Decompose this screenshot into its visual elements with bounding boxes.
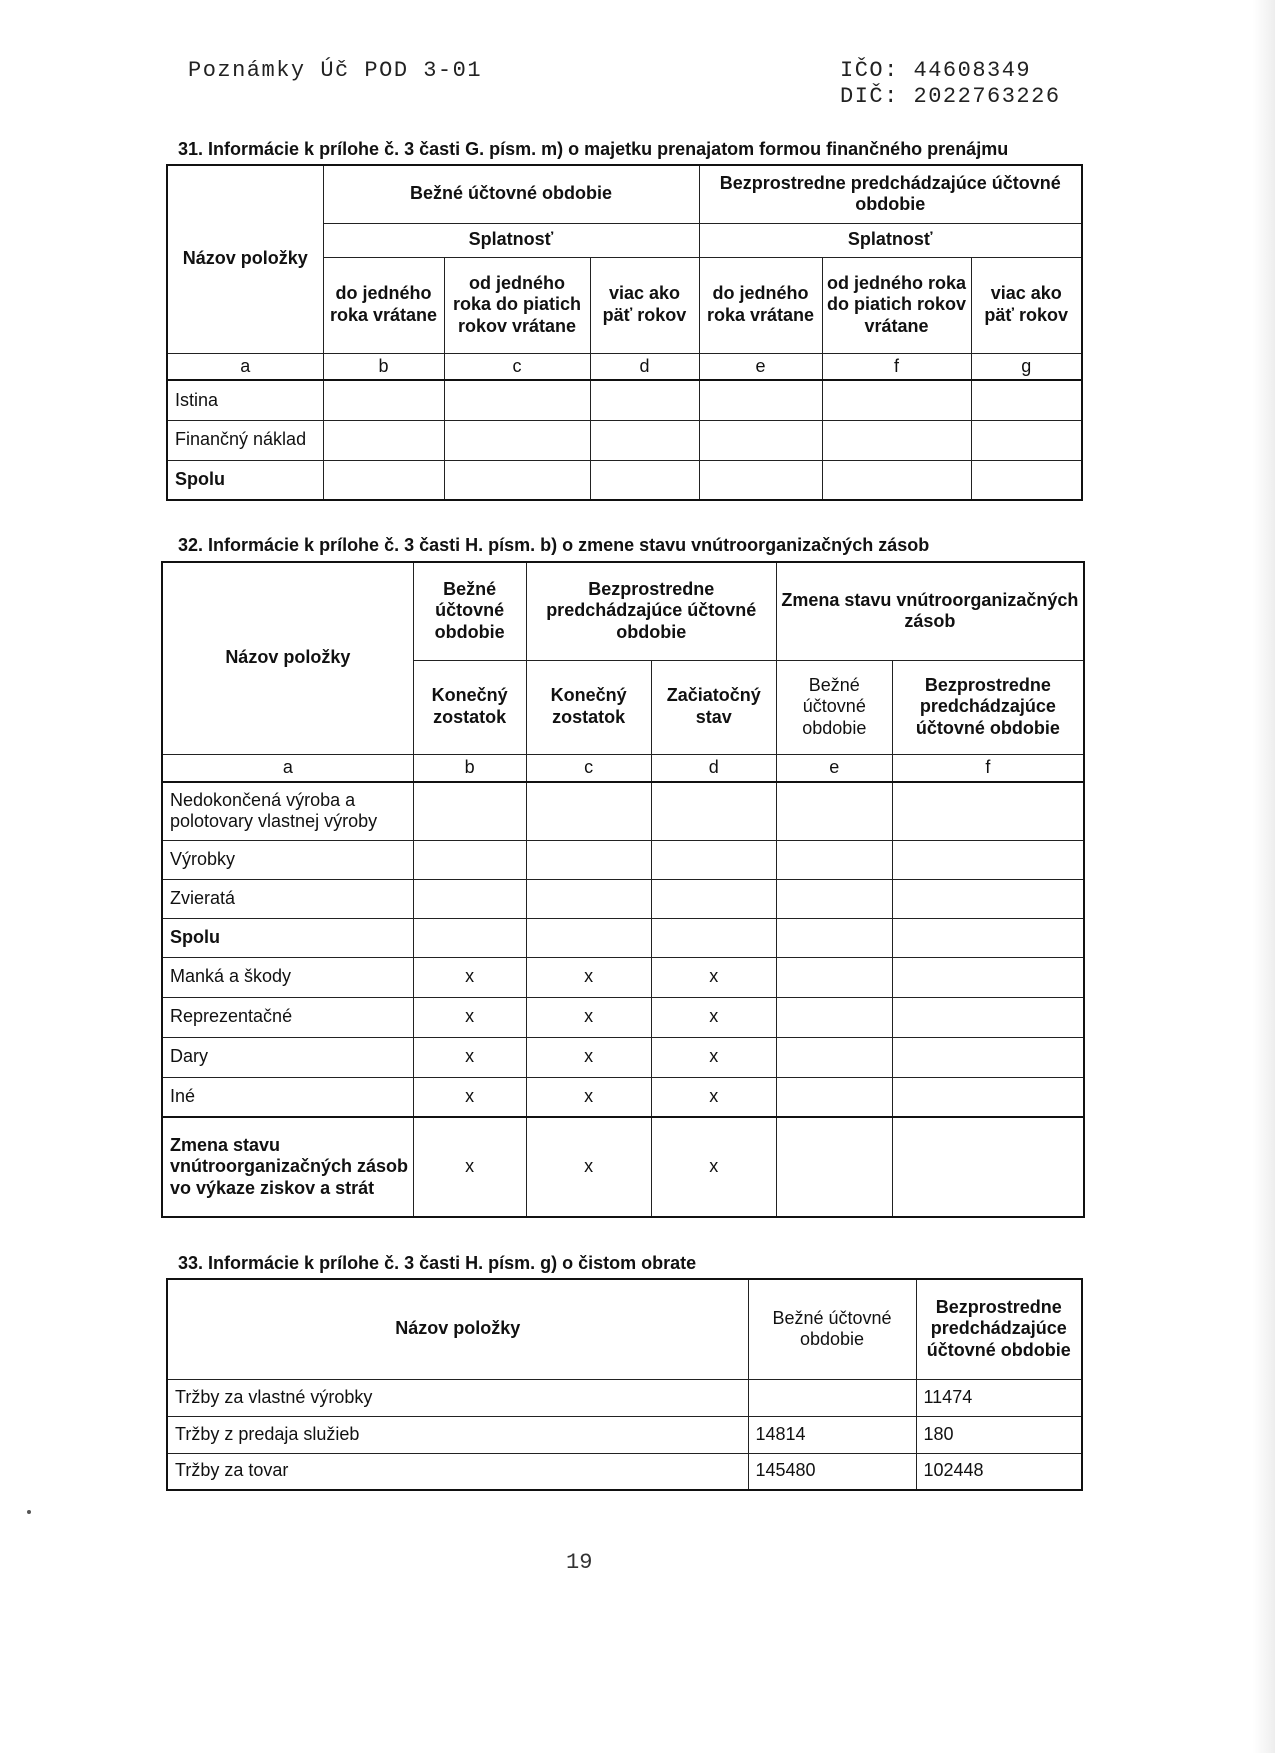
row-label: Tržby za vlastné výrobky — [167, 1379, 748, 1416]
cell-d: x — [651, 1117, 776, 1217]
doc-header-title: Poznámky Úč POD 3-01 — [188, 58, 483, 83]
inventory-current-header: Bežné účtovné obdobie — [413, 562, 526, 660]
previous-value: 11474 — [916, 1379, 1082, 1416]
inventory-letter: d — [651, 754, 776, 782]
cell-b: x — [413, 1117, 526, 1217]
cell-c: x — [526, 1077, 651, 1117]
lease-col-d-header: viac ako päť rokov — [590, 257, 699, 353]
lease-letter: g — [971, 353, 1082, 380]
table-row — [167, 380, 1082, 420]
table-row — [162, 997, 1084, 1037]
cell-b — [413, 918, 526, 957]
lease-col-g-header: viac ako päť rokov — [971, 257, 1082, 353]
ico-label: IČO: 44608349 — [840, 58, 1032, 83]
cell-d: x — [651, 1037, 776, 1077]
dic-label: DIČ: 2022763226 — [840, 84, 1061, 109]
inventory-letter: a — [162, 754, 413, 782]
inventory-change-table — [161, 561, 1085, 1218]
cell-c: x — [526, 997, 651, 1037]
row-label-total: Spolu — [162, 918, 413, 957]
inventory-col-c-header: Konečný zostatok — [526, 660, 651, 754]
cell-b: x — [413, 1077, 526, 1117]
inventory-name-header: Názov položky — [162, 562, 413, 754]
previous-value: 102448 — [916, 1453, 1082, 1490]
lease-previous-period-header: Bezprostredne predchádzajúce účtovné obdobie — [699, 165, 1082, 223]
row-label: Manká a škody — [162, 957, 413, 997]
cell-c: x — [526, 957, 651, 997]
table-row — [162, 918, 1084, 957]
lease-letter: c — [444, 353, 590, 380]
lease-table — [166, 164, 1083, 501]
turnover-name-header: Názov položky — [167, 1279, 748, 1379]
current-value — [748, 1379, 916, 1416]
cell-c: x — [526, 1037, 651, 1077]
table-row — [162, 957, 1084, 997]
cell-c — [526, 782, 651, 840]
table-row — [167, 1416, 1082, 1453]
inventory-col-b-header: Konečný zostatok — [413, 660, 526, 754]
section-32-title: 32. Informácie k prílohe č. 3 časti H. písm. b) o zmene stavu vnútroorganizačných zásob — [178, 535, 930, 555]
cell-d: x — [651, 957, 776, 997]
row-label: Reprezentačné — [162, 997, 413, 1037]
table-row — [167, 460, 1082, 500]
inventory-col-d-header: Začiatočný stav — [651, 660, 776, 754]
row-label: Tržby za tovar — [167, 1453, 748, 1490]
row-label: Finančný náklad — [167, 420, 323, 460]
row-label: Tržby z predaja služieb — [167, 1416, 748, 1453]
section-33-title: 33. Informácie k prílohe č. 3 časti H. písm. g) o čistom obrate — [178, 1253, 697, 1273]
table-row — [167, 1379, 1082, 1416]
cell-b — [413, 782, 526, 840]
inventory-letter: b — [413, 754, 526, 782]
cell-d — [651, 840, 776, 879]
row-label-total: Spolu — [167, 460, 323, 500]
lease-letter: e — [699, 353, 822, 380]
row-label: Istina — [167, 380, 323, 420]
lease-letter: b — [323, 353, 444, 380]
table-row — [162, 1077, 1084, 1117]
table-row — [167, 1453, 1082, 1490]
lease-col-c-header: od jedného roka do piatich rokov vrátane — [444, 257, 590, 353]
section-31-title: 31. Informácie k prílohe č. 3 časti G. písm. m) o majetku prenajatom formou finančného prenájmu — [178, 139, 1009, 159]
inventory-letter: c — [526, 754, 651, 782]
cell-b — [413, 879, 526, 918]
cell-b: x — [413, 957, 526, 997]
row-label: Zvieratá — [162, 879, 413, 918]
current-value: 14814 — [748, 1416, 916, 1453]
inventory-letter: f — [892, 754, 1084, 782]
table-row — [162, 879, 1084, 918]
cell-b: x — [413, 997, 526, 1037]
turnover-current-header: Bežné účtovné obdobie — [748, 1279, 916, 1379]
lease-letter: f — [822, 353, 971, 380]
lease-letter: d — [590, 353, 699, 380]
scan-speck — [27, 1510, 31, 1514]
row-label: Iné — [162, 1077, 413, 1117]
inventory-col-e-header: Bežné účtovné obdobie — [776, 660, 892, 754]
cell-d: x — [651, 997, 776, 1037]
cell-b: x — [413, 1037, 526, 1077]
row-label: Nedokončená výroba a polotovary vlastnej výroby — [162, 782, 413, 840]
lease-col-e-header: do jedného roka vrátane — [699, 257, 822, 353]
cell-c — [526, 918, 651, 957]
cell-d — [651, 782, 776, 840]
row-label: Dary — [162, 1037, 413, 1077]
page-number: 19 — [566, 1550, 593, 1575]
table-row — [162, 1117, 1084, 1217]
current-value: 145480 — [748, 1453, 916, 1490]
table-row — [162, 1037, 1084, 1077]
inventory-letter: e — [776, 754, 892, 782]
table-row — [162, 782, 1084, 840]
row-label-total: Zmena stavu vnútroorganizačných zásob vo výkaze ziskov a strát — [162, 1117, 413, 1217]
net-turnover-table — [166, 1278, 1083, 1491]
inventory-previous-header: Bezprostredne predchádzajúce účtovné obdobie — [526, 562, 776, 660]
lease-maturity-current: Splatnosť — [323, 223, 699, 257]
cell-d — [651, 918, 776, 957]
lease-current-period-header: Bežné účtovné obdobie — [323, 165, 699, 223]
turnover-previous-header: Bezprostredne predchádzajúce účtovné obdobie — [916, 1279, 1082, 1379]
cell-d — [651, 879, 776, 918]
previous-value: 180 — [916, 1416, 1082, 1453]
cell-c — [526, 840, 651, 879]
lease-name-header: Názov položky — [167, 165, 323, 353]
row-label: Výrobky — [162, 840, 413, 879]
cell-d: x — [651, 1077, 776, 1117]
cell-b — [413, 840, 526, 879]
cell-c: x — [526, 1117, 651, 1217]
cell-c — [526, 879, 651, 918]
table-row — [167, 420, 1082, 460]
lease-maturity-previous: Splatnosť — [699, 223, 1082, 257]
lease-col-b-header: do jedného roka vrátane — [323, 257, 444, 353]
scan-edge-shadow — [1253, 0, 1275, 1753]
inventory-change-header: Zmena stavu vnútroorganizačných zásob — [776, 562, 1084, 660]
lease-col-f-header: od jedného roka do piatich rokov vrátane — [822, 257, 971, 353]
lease-letter: a — [167, 353, 323, 380]
inventory-col-f-header: Bezprostredne predchádzajúce účtovné obdobie — [892, 660, 1084, 754]
table-row — [162, 840, 1084, 879]
